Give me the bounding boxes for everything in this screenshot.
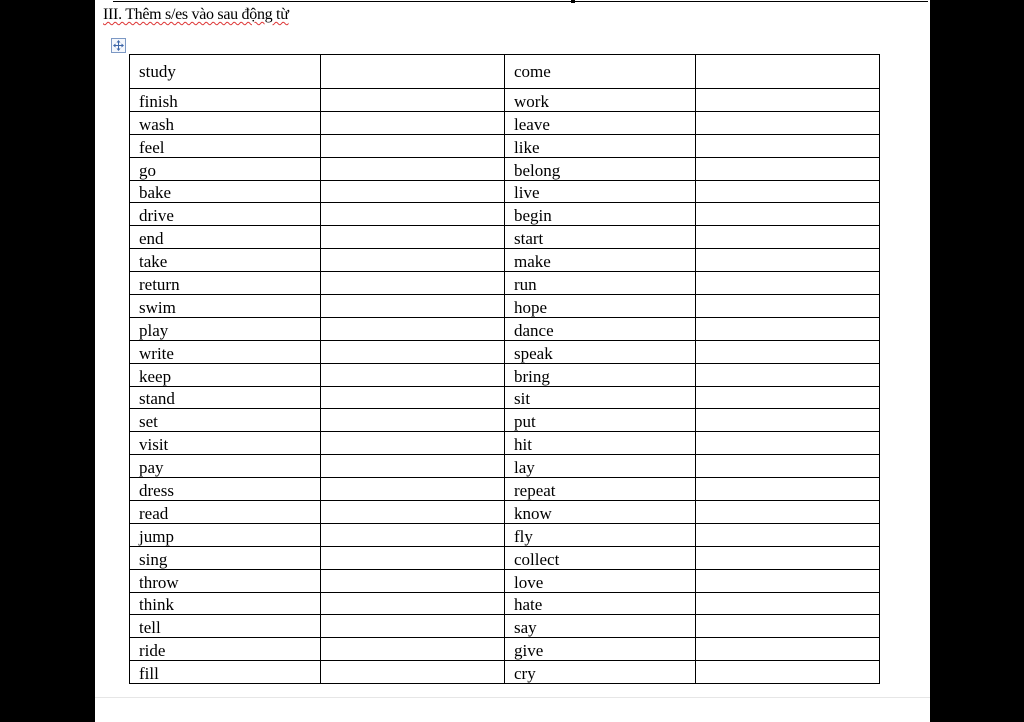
answer-cell-right[interactable] [696, 317, 880, 340]
table-row [130, 180, 880, 203]
verb-cell-left: tell [130, 615, 321, 638]
verb-cell-left: ride [130, 638, 321, 661]
table-row [130, 272, 880, 295]
verb-cell-right: start [505, 226, 696, 249]
answer-cell-left[interactable] [321, 55, 505, 89]
verb-cell-left: keep [130, 363, 321, 386]
table-row [130, 226, 880, 249]
verb-cell-right: know [505, 501, 696, 524]
answer-cell-left[interactable] [321, 546, 505, 569]
verb-cell-right: leave [505, 111, 696, 134]
verb-table-body [130, 55, 880, 684]
verb-cell-right: cry [505, 661, 696, 684]
verb-cell-left: fill [130, 661, 321, 684]
verb-cell-right: dance [505, 317, 696, 340]
answer-cell-left[interactable] [321, 363, 505, 386]
verb-cell-right: love [505, 569, 696, 592]
verb-cell-left: dress [130, 478, 321, 501]
table-row [130, 55, 880, 89]
answer-cell-right[interactable] [696, 569, 880, 592]
verb-cell-left: set [130, 409, 321, 432]
verb-cell-right: like [505, 134, 696, 157]
verb-cell-left: drive [130, 203, 321, 226]
table-row [130, 89, 880, 112]
answer-cell-right[interactable] [696, 363, 880, 386]
answer-cell-right[interactable] [696, 180, 880, 203]
answer-cell-right[interactable] [696, 386, 880, 409]
answer-cell-right[interactable] [696, 295, 880, 318]
table-row [130, 455, 880, 478]
verb-cell-right: hit [505, 432, 696, 455]
answer-cell-right[interactable] [696, 455, 880, 478]
answer-cell-left[interactable] [321, 501, 505, 524]
answer-cell-left[interactable] [321, 317, 505, 340]
verb-cell-left: finish [130, 89, 321, 112]
answer-cell-left[interactable] [321, 111, 505, 134]
answer-cell-left[interactable] [321, 272, 505, 295]
verb-cell-right: lay [505, 455, 696, 478]
verb-cell-left: study [130, 55, 321, 89]
answer-cell-right[interactable] [696, 340, 880, 363]
answer-cell-right[interactable] [696, 89, 880, 112]
answer-cell-right[interactable] [696, 661, 880, 684]
answer-cell-right[interactable] [696, 501, 880, 524]
table-row [130, 249, 880, 272]
answer-cell-left[interactable] [321, 409, 505, 432]
heading-text: III. Thêm s/es vào sau động từ [103, 6, 289, 23]
verb-cell-right: belong [505, 157, 696, 180]
table-row [130, 363, 880, 386]
table-row [130, 134, 880, 157]
table-row [130, 592, 880, 615]
table-row [130, 317, 880, 340]
verb-cell-left: pay [130, 455, 321, 478]
answer-cell-left[interactable] [321, 661, 505, 684]
answer-cell-left[interactable] [321, 478, 505, 501]
answer-cell-left[interactable] [321, 89, 505, 112]
table-row [130, 661, 880, 684]
table-row [130, 409, 880, 432]
answer-cell-left[interactable] [321, 295, 505, 318]
answer-cell-left[interactable] [321, 455, 505, 478]
answer-cell-right[interactable] [696, 249, 880, 272]
table-row [130, 478, 880, 501]
verb-cell-right: work [505, 89, 696, 112]
answer-cell-right[interactable] [696, 134, 880, 157]
table-move-handle[interactable] [111, 38, 126, 53]
table-row [130, 340, 880, 363]
table-row [130, 432, 880, 455]
verb-cell-left: return [130, 272, 321, 295]
table-row [130, 203, 880, 226]
answer-cell-left[interactable] [321, 638, 505, 661]
answer-cell-left[interactable] [321, 226, 505, 249]
verb-cell-left: feel [130, 134, 321, 157]
exercise-heading [103, 6, 289, 24]
verb-cell-right: sit [505, 386, 696, 409]
verb-cell-left: end [130, 226, 321, 249]
answer-cell-left[interactable] [321, 592, 505, 615]
answer-cell-left[interactable] [321, 432, 505, 455]
verb-cell-right: run [505, 272, 696, 295]
verb-cell-left: swim [130, 295, 321, 318]
answer-cell-right[interactable] [696, 523, 880, 546]
answer-cell-right[interactable] [696, 638, 880, 661]
page-bottom-edge [95, 697, 930, 698]
verb-cell-left: wash [130, 111, 321, 134]
document-page [95, 0, 930, 722]
table-row [130, 111, 880, 134]
verb-cell-right: hate [505, 592, 696, 615]
answer-cell-right[interactable] [696, 478, 880, 501]
previous-table-border [113, 1, 928, 2]
verb-cell-right: bring [505, 363, 696, 386]
verb-cell-left: throw [130, 569, 321, 592]
table-row [130, 501, 880, 524]
answer-cell-right[interactable] [696, 546, 880, 569]
table-row [130, 386, 880, 409]
verb-cell-right: come [505, 55, 696, 89]
verb-cell-left: jump [130, 523, 321, 546]
table-row [130, 638, 880, 661]
table-row [130, 569, 880, 592]
answer-cell-right[interactable] [696, 157, 880, 180]
verb-cell-right: live [505, 180, 696, 203]
table-row [130, 295, 880, 318]
verb-cell-left: play [130, 317, 321, 340]
verb-cell-right: put [505, 409, 696, 432]
verb-cell-left: write [130, 340, 321, 363]
verb-cell-right: give [505, 638, 696, 661]
answer-cell-right[interactable] [696, 203, 880, 226]
verb-cell-left: take [130, 249, 321, 272]
verb-cell-right: collect [505, 546, 696, 569]
verb-cell-left: sing [130, 546, 321, 569]
answer-cell-left[interactable] [321, 249, 505, 272]
verb-cell-left: read [130, 501, 321, 524]
table-row [130, 546, 880, 569]
answer-cell-right[interactable] [696, 226, 880, 249]
answer-cell-left[interactable] [321, 157, 505, 180]
verb-cell-right: hope [505, 295, 696, 318]
previous-table-mark [571, 0, 575, 3]
table-row [130, 157, 880, 180]
verb-cell-right: fly [505, 523, 696, 546]
answer-cell-left[interactable] [321, 523, 505, 546]
answer-cell-left[interactable] [321, 180, 505, 203]
verb-cell-left: go [130, 157, 321, 180]
verb-cell-left: think [130, 592, 321, 615]
verb-cell-left: bake [130, 180, 321, 203]
answer-cell-right[interactable] [696, 55, 880, 89]
verb-cell-left: stand [130, 386, 321, 409]
verb-cell-right: make [505, 249, 696, 272]
table-row [130, 615, 880, 638]
answer-cell-right[interactable] [696, 592, 880, 615]
answer-cell-right[interactable] [696, 272, 880, 295]
answer-cell-right[interactable] [696, 409, 880, 432]
answer-cell-left[interactable] [321, 340, 505, 363]
verb-cell-left: visit [130, 432, 321, 455]
move-arrows-icon [113, 40, 124, 51]
verb-cell-right: say [505, 615, 696, 638]
answer-cell-left[interactable] [321, 134, 505, 157]
verb-cell-right: begin [505, 203, 696, 226]
answer-cell-left[interactable] [321, 569, 505, 592]
answer-cell-right[interactable] [696, 432, 880, 455]
verb-table [129, 54, 880, 684]
table-row [130, 523, 880, 546]
verb-cell-right: repeat [505, 478, 696, 501]
answer-cell-left[interactable] [321, 386, 505, 409]
answer-cell-right[interactable] [696, 615, 880, 638]
answer-cell-right[interactable] [696, 111, 880, 134]
verb-cell-right: speak [505, 340, 696, 363]
answer-cell-left[interactable] [321, 203, 505, 226]
answer-cell-left[interactable] [321, 615, 505, 638]
